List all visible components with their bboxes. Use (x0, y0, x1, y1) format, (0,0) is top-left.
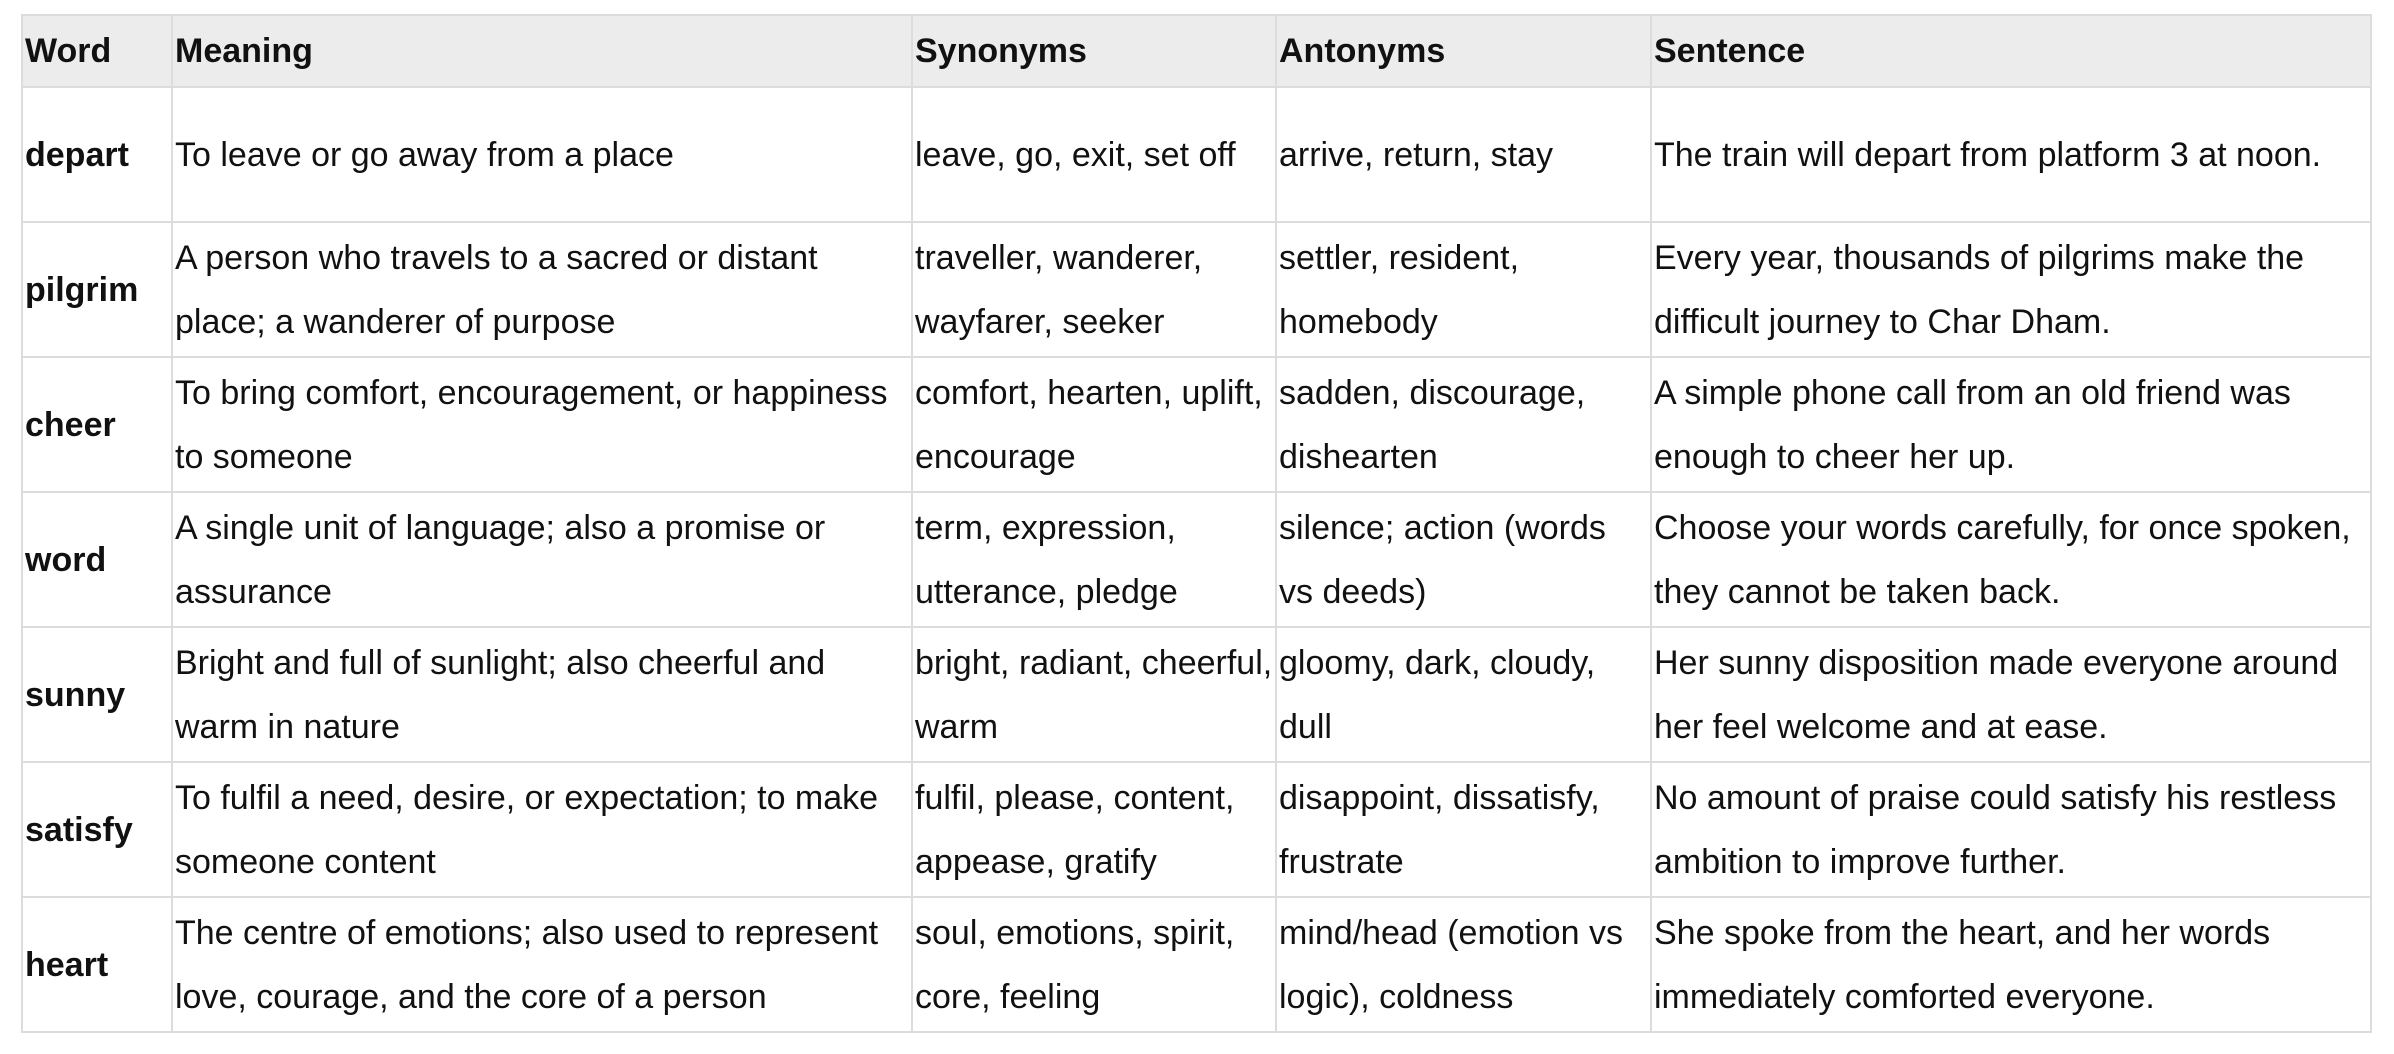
table-row (22, 357, 2371, 492)
antonyms-cell: sadden, discourage, dishearten (1276, 357, 1651, 492)
sentence-cell: Every year, thousands of pilgrims make the difficult journey to Char Dham. (1651, 222, 2371, 357)
synonyms-cell: leave, go, exit, set off (912, 87, 1276, 222)
column-header-word: Word (22, 15, 172, 87)
antonyms-cell: arrive, return, stay (1276, 87, 1651, 222)
antonyms-cell: disappoint, dissatisfy, frustrate (1276, 762, 1651, 897)
table-row (22, 87, 2371, 222)
table-row (22, 627, 2371, 762)
table-row (22, 897, 2371, 1032)
sentence-cell: The train will depart from platform 3 at noon. (1651, 87, 2371, 222)
word-cell: pilgrim (22, 222, 172, 357)
word-cell: sunny (22, 627, 172, 762)
table-row (22, 222, 2371, 357)
word-cell: heart (22, 897, 172, 1032)
sentence-cell: Choose your words carefully, for once spoken, they cannot be taken back. (1651, 492, 2371, 627)
antonyms-cell: settler, resident, homebody (1276, 222, 1651, 357)
word-cell: depart (22, 87, 172, 222)
sentence-cell: She spoke from the heart, and her words immediately comforted everyone. (1651, 897, 2371, 1032)
table-row (22, 492, 2371, 627)
table-row (22, 762, 2371, 897)
sentence-cell: No amount of praise could satisfy his restless ambition to improve further. (1651, 762, 2371, 897)
word-cell: cheer (22, 357, 172, 492)
synonyms-cell: fulfil, please, content, appease, gratify (912, 762, 1276, 897)
column-header-antonyms: Antonyms (1276, 15, 1651, 87)
antonyms-cell: silence; action (words vs deeds) (1276, 492, 1651, 627)
table-body (22, 87, 2371, 1032)
synonyms-cell: term, expression, utterance, pledge (912, 492, 1276, 627)
table-header (22, 15, 2371, 87)
antonyms-cell: gloomy, dark, cloudy, dull (1276, 627, 1651, 762)
meaning-cell: To fulfil a need, desire, or expectation; to make someone content (172, 762, 912, 897)
column-header-sentence: Sentence (1651, 15, 2371, 87)
synonyms-cell: traveller, wanderer, wayfarer, seeker (912, 222, 1276, 357)
meaning-cell: A single unit of language; also a promise or assurance (172, 492, 912, 627)
synonyms-cell: soul, emotions, spirit, core, feeling (912, 897, 1276, 1032)
column-header-synonyms: Synonyms (912, 15, 1276, 87)
meaning-cell: To bring comfort, encouragement, or happiness to someone (172, 357, 912, 492)
antonyms-cell: mind/head (emotion vs logic), coldness (1276, 897, 1651, 1032)
meaning-cell: The centre of emotions; also used to represent love, courage, and the core of a person (172, 897, 912, 1032)
sentence-cell: A simple phone call from an old friend was enough to cheer her up. (1651, 357, 2371, 492)
meaning-cell: Bright and full of sunlight; also cheerful and warm in nature (172, 627, 912, 762)
word-cell: satisfy (22, 762, 172, 897)
vocabulary-table (21, 14, 2372, 1033)
meaning-cell: To leave or go away from a place (172, 87, 912, 222)
sentence-cell: Her sunny disposition made everyone around her feel welcome and at ease. (1651, 627, 2371, 762)
meaning-cell: A person who travels to a sacred or distant place; a wanderer of purpose (172, 222, 912, 357)
synonyms-cell: comfort, hearten, uplift, encourage (912, 357, 1276, 492)
word-cell: word (22, 492, 172, 627)
synonyms-cell: bright, radiant, cheerful, warm (912, 627, 1276, 762)
header-row (22, 15, 2371, 87)
column-header-meaning: Meaning (172, 15, 912, 87)
